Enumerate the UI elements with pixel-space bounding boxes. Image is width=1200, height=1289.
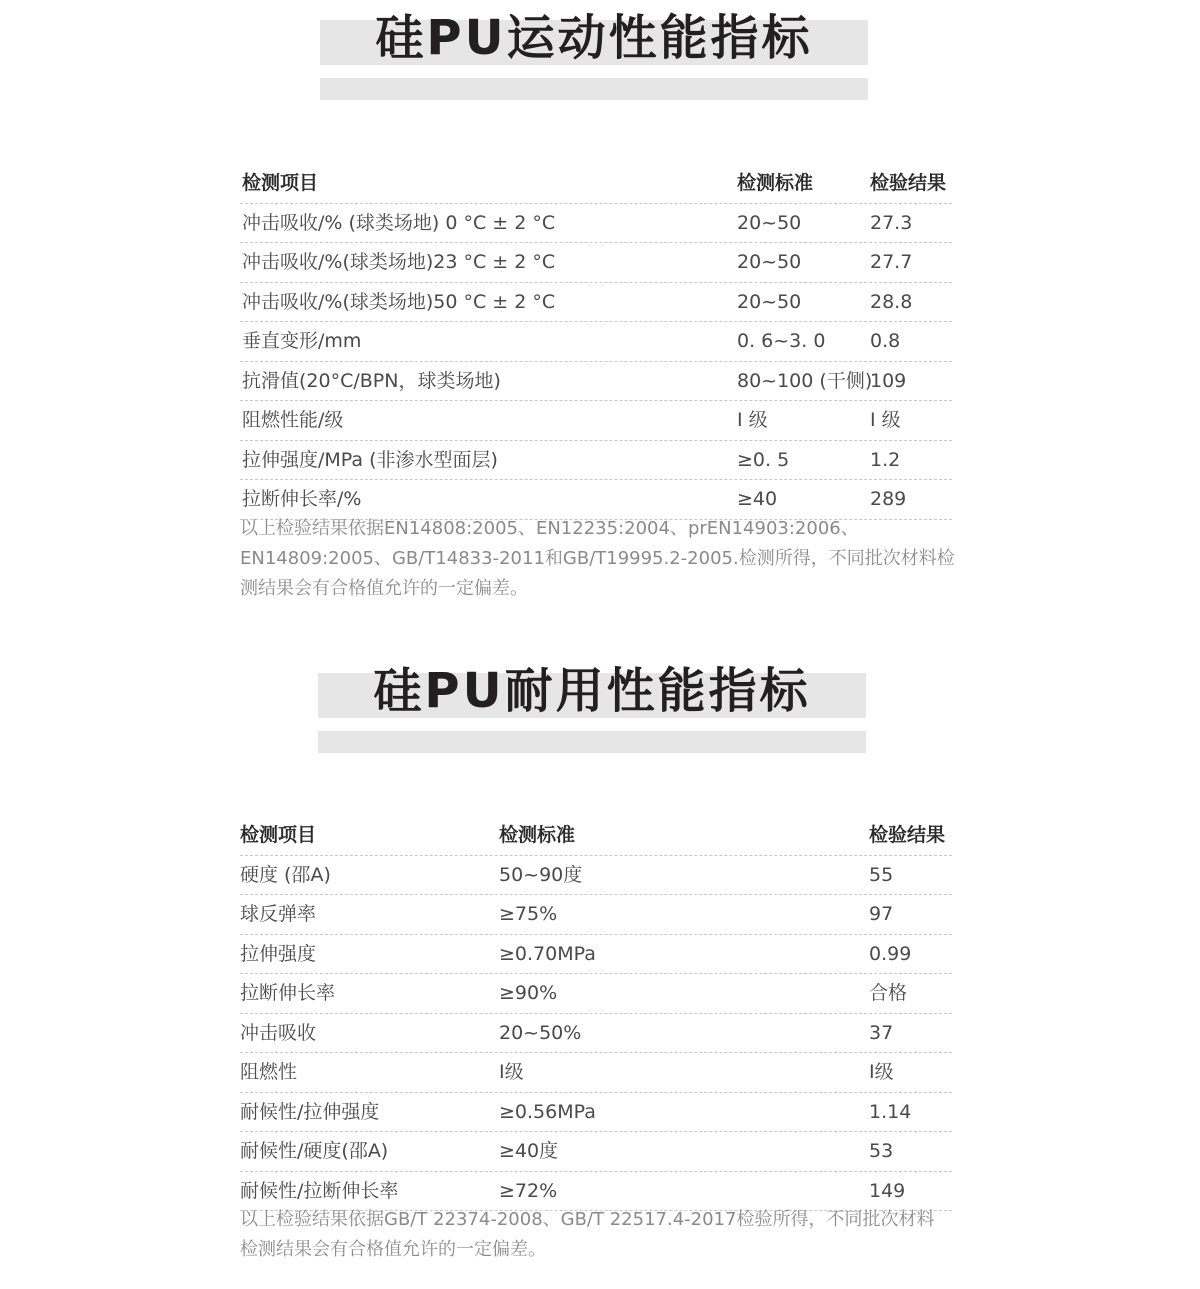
row-item: 冲击吸收/%(球类场地)50 °C ± 2 °C [242, 290, 556, 313]
row-result: 1.14 [869, 1100, 912, 1123]
table-row [240, 895, 952, 935]
row-result: 53 [869, 1140, 894, 1162]
table-row [240, 856, 952, 896]
durability-note: 以上检验结果依据GB/T 22374-2008、GB/T 22517.4-2017检验所得，不同批次材料检测结果会有合格值允许的一定偏差。 [240, 1209, 935, 1260]
row-item: 耐候性/拉伸强度 [240, 1100, 380, 1123]
row-result: Ⅰ 级 [870, 409, 901, 431]
table-row [240, 362, 952, 402]
row-item: 耐候性/拉断伸长率 [240, 1179, 399, 1202]
row-standard: ≥75% [499, 903, 558, 925]
table-row [240, 243, 952, 283]
row-item: 拉伸强度 [240, 942, 317, 965]
row-standard: ≥90% [499, 982, 558, 1004]
table-row [240, 1132, 952, 1172]
title-bar-bottom [318, 731, 866, 753]
table-row [240, 441, 952, 481]
row-standard: ≥72% [499, 1179, 558, 1202]
row-standard: Ⅰ级 [499, 1061, 524, 1083]
sports-table [240, 164, 952, 520]
row-standard: Ⅰ 级 [737, 409, 768, 431]
durability-title: 硅PU耐用性能指标 [373, 663, 811, 719]
row-standard: ≥0. 5 [737, 448, 790, 471]
row-item: 耐候性/硬度(邵A) [240, 1140, 389, 1162]
row-item: 拉断伸长率/% [242, 488, 362, 510]
header-result: 检验结果 [870, 172, 947, 194]
row-item: 硬度 (邵A) [240, 863, 331, 886]
row-result: 149 [869, 1179, 906, 1202]
header-standard: 检测标准 [737, 172, 814, 194]
row-standard: ≥40 [737, 488, 778, 510]
row-result: 27.3 [870, 211, 913, 234]
row-result: 55 [869, 863, 894, 886]
row-result: 289 [870, 488, 907, 510]
table-row [240, 401, 952, 441]
row-standard: 20~50 [737, 211, 802, 234]
row-standard: ≥40度 [499, 1140, 559, 1162]
row-standard: 50~90度 [499, 863, 583, 886]
table-row [240, 1053, 952, 1093]
table-row [240, 974, 952, 1014]
table-row [240, 283, 952, 323]
row-standard: ≥0.70MPa [499, 942, 596, 965]
row-item: 球反弹率 [240, 903, 317, 925]
row-result: 合格 [869, 982, 908, 1004]
sports-note: 以上检验结果依据EN14808:2005、EN12235:2004、prEN14903:2006、EN14809:2005、GB/T14833-2011和GB/T19995.2-2005.检测所得，不同批次材料检测结果会有合格值允许的一定偏差。 [240, 518, 955, 599]
header-result: 检验结果 [869, 824, 946, 846]
row-item: 冲击吸收/% (球类场地) 0 °C ± 2 °C [242, 211, 556, 234]
row-item: 冲击吸收/%(球类场地)23 °C ± 2 °C [242, 251, 556, 273]
row-item: 抗滑值(20°C/BPN，球类场地) [242, 369, 501, 392]
row-item: 阻燃性能/级 [242, 409, 344, 431]
table-row [240, 322, 952, 362]
table-header-row [240, 816, 952, 856]
row-result: 97 [869, 903, 894, 925]
row-result: 28.8 [870, 290, 913, 313]
table-row [240, 935, 952, 975]
row-item: 垂直变形/mm [242, 330, 362, 352]
row-item: 拉断伸长率 [240, 982, 336, 1004]
row-standard: ≥0.56MPa [499, 1100, 596, 1123]
sports-title: 硅PU运动性能指标 [375, 10, 813, 66]
row-standard: 20~50 [737, 290, 802, 313]
row-result: 0.8 [870, 330, 901, 352]
row-standard: 20~50 [737, 251, 802, 273]
row-standard: 20~50% [499, 1021, 582, 1044]
header-item: 检测项目 [240, 824, 317, 846]
row-item: 拉伸强度/MPa (非渗水型面层) [242, 448, 498, 471]
header-standard: 检测标准 [499, 824, 576, 846]
row-result: 0.99 [869, 942, 912, 965]
row-standard: 0. 6~3. 0 [737, 330, 826, 352]
row-result: 37 [869, 1021, 894, 1044]
row-item: 冲击吸收 [240, 1021, 317, 1044]
row-result: 27.7 [870, 251, 913, 273]
table-row [240, 204, 952, 244]
row-standard: 80~100 (干侧) [737, 369, 873, 392]
table-row [240, 1093, 952, 1133]
row-result: 1.2 [870, 448, 901, 471]
durability-table [240, 816, 952, 1211]
header-item: 检测项目 [242, 172, 319, 194]
table-row [240, 1014, 952, 1054]
title-bar-bottom [320, 78, 868, 100]
table-header-row [240, 164, 952, 204]
row-result: Ⅰ级 [869, 1061, 894, 1083]
row-result: 109 [870, 369, 907, 392]
row-item: 阻燃性 [240, 1061, 298, 1083]
